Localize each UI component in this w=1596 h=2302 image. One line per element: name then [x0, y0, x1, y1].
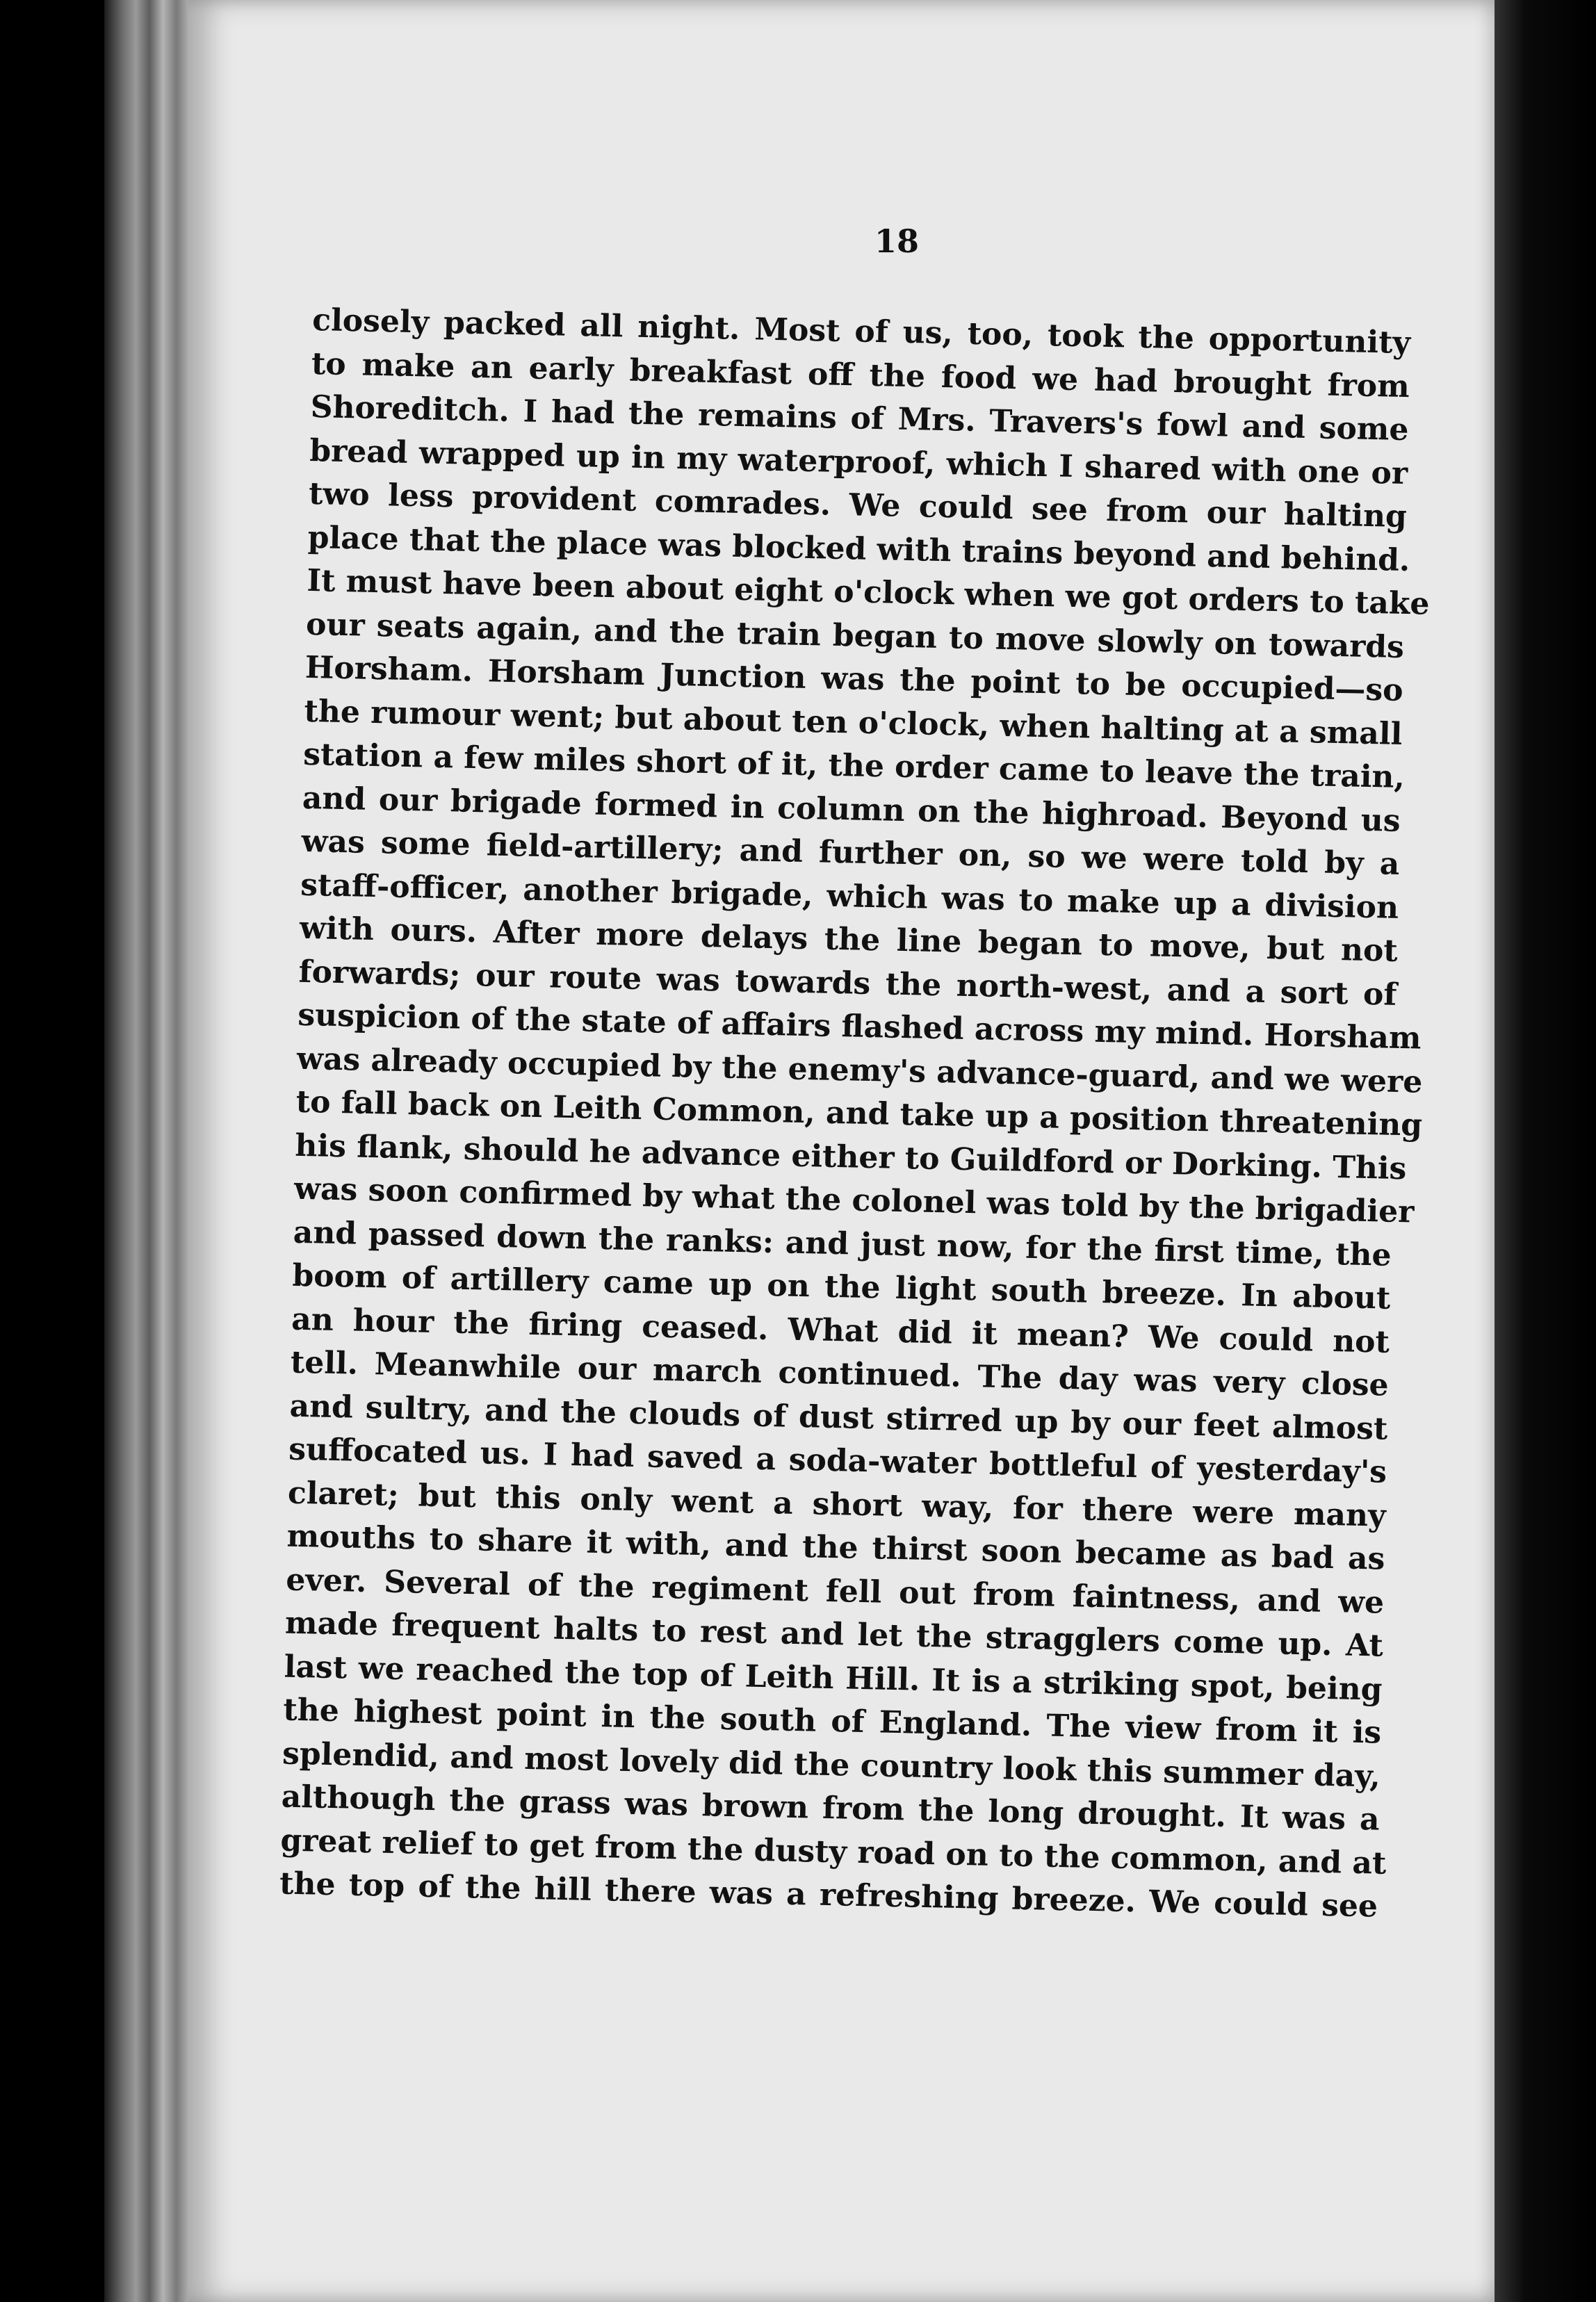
book-binding-edge	[1495, 0, 1596, 2302]
text-line: and our brigade formed in column on the highroad. Beyond us	[302, 780, 1401, 839]
text-line: the highest point in the south of England. The view from it is	[282, 1692, 1382, 1751]
text-line: mouths to share it with, and the thirst soon became as bad as	[286, 1518, 1385, 1577]
text-line: It must have been about eight o'clock when we got orders to take	[306, 562, 1430, 622]
text-line: and sultry, and the clouds of dust stirred up by our feet almost	[289, 1388, 1388, 1447]
text-line: ever. Several of the regiment fell out from faintness, and we	[285, 1562, 1385, 1621]
body-text	[279, 299, 1430, 1929]
text-line: suffocated us. I had saved a soda-water bottleful of yesterday's	[288, 1431, 1387, 1490]
text-line: great relief to get from the dusty road on to the common, and at	[280, 1822, 1387, 1881]
text-line: was soon confirmed by what the colonel was told by the brigadier	[293, 1170, 1415, 1230]
text-line: made frequent halts to rest and let the stragglers come up. At	[284, 1605, 1384, 1664]
text-line: was some field-artillery; and further on, so we were told by a	[301, 823, 1400, 882]
text-line: to fall back on Leith Common, and take up a position threatening	[295, 1084, 1423, 1143]
text-line: place that the place was blocked with trains beyond and behind.	[307, 519, 1410, 578]
text-line: tell. Meanwhile our march continued. The day was very close	[290, 1344, 1390, 1403]
text-line: was already occupied by the enemy's advance-guard, and we were	[296, 1040, 1423, 1100]
text-line: last we reached the top of Leith Hill. It is a striking spot, being	[284, 1649, 1383, 1708]
text-line: station a few miles short of it, the order came to leave the train,	[302, 736, 1406, 796]
text-line: the top of the hill there was a refreshing breeze. We could see	[279, 1866, 1378, 1925]
text-line: closely packed all night. Most of us, too, took the opportunity	[311, 302, 1411, 361]
text-line: the rumour went; but about ten o'clock, when halting at a small	[304, 693, 1403, 752]
text-line: his flank, should he advance either to Guildford or Dorking. This	[294, 1127, 1407, 1186]
text-line: to make an early breakfast off the food we had brought from	[311, 345, 1410, 405]
text-line: staff-officer, another brigade, which was to make up a division	[300, 867, 1399, 926]
text-line: and passed down the ranks: and just now, for the first time, the	[293, 1214, 1392, 1273]
text-line: claret; but this only went a short way, for there were many	[287, 1475, 1387, 1534]
text-line: splendid, and most lovely did the country look this summer day,	[282, 1736, 1381, 1795]
text-line: Shoreditch. I had the remains of Mrs. Travers's fowl and some	[310, 389, 1409, 448]
text-line: two less provident comrades. We could see from our halting	[308, 475, 1408, 535]
text-line: our seats again, and the train began to move slowly on towards	[305, 606, 1405, 665]
text-line: Horsham. Horsham Junction was the point to be occupied—so	[304, 649, 1404, 708]
text-line: an hour the firing ceased. What did it mean? We could not	[291, 1301, 1390, 1360]
text-line: with ours. After more delays the line began to move, but not	[299, 910, 1399, 969]
text-line: bread wrapped up in my waterproof, which I shared with one or	[309, 432, 1408, 491]
text-line: although the grass was brown from the long drought. It was a	[281, 1779, 1381, 1838]
text-line: boom of artillery came up on the light south breeze. In about	[292, 1257, 1391, 1316]
text-line: suspicion of the state of affairs flashed across my mind. Horsham	[297, 997, 1422, 1056]
book-page-edges	[104, 0, 195, 2302]
text-line: forwards; our route was towards the north-west, and a sort of	[298, 954, 1397, 1013]
page-number: 18	[874, 222, 919, 260]
